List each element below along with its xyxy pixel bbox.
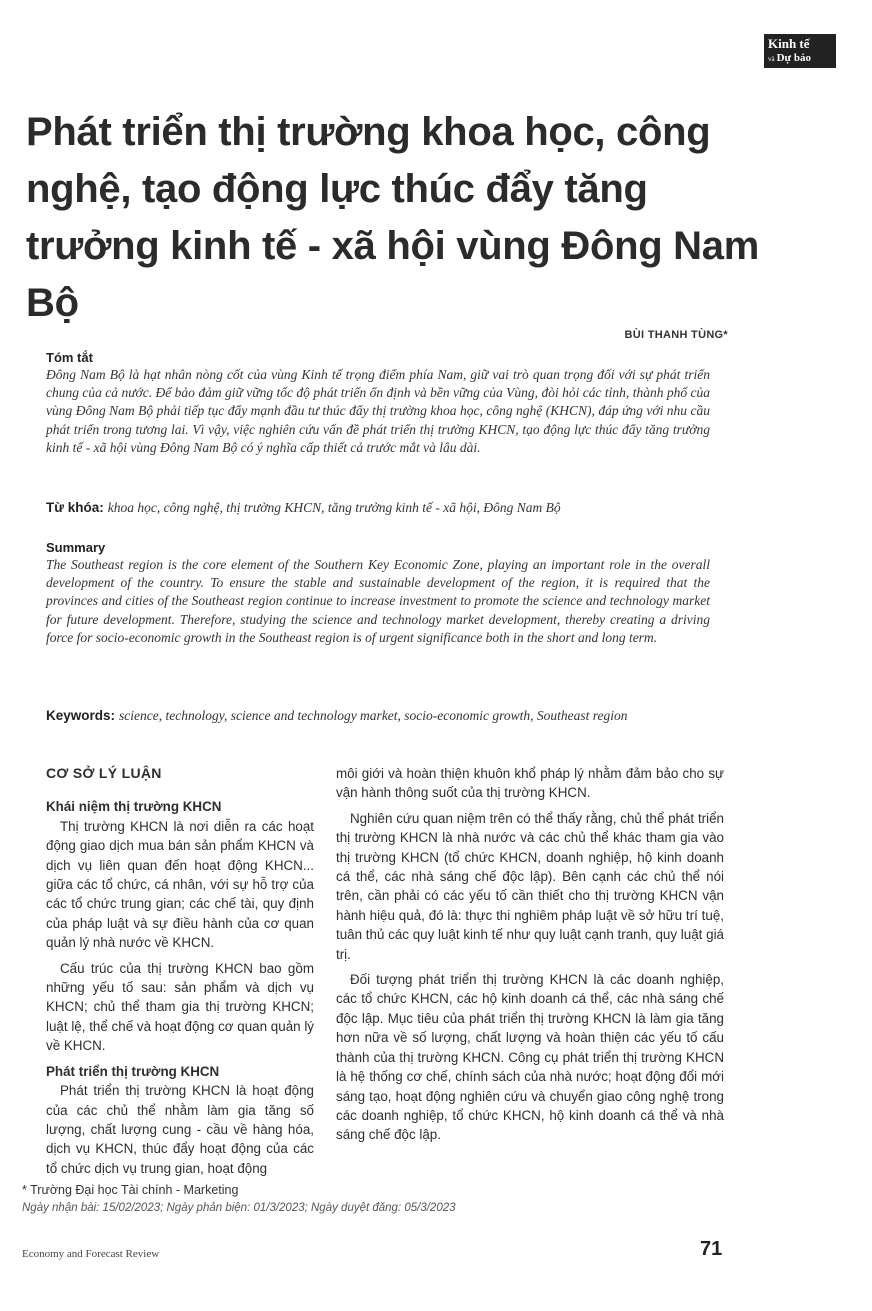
logo-line-2 [768, 51, 832, 66]
logo-line-1: Kinh tế [768, 36, 810, 51]
body-column-left [46, 764, 314, 1184]
footnote-affiliation: * Trường Đại học Tài chính - Marketing [22, 1183, 239, 1197]
footnote-dates: Ngày nhận bài: 15/02/2023; Ngày phản biện: 01/3/2023; Ngày duyệt đăng: 05/3/2023 [22, 1202, 456, 1214]
journal-logo [764, 34, 836, 68]
abstract-vi-text: Đông Nam Bộ là hạt nhân nòng cốt của vùng Kinh tế trọng điểm phía Nam, giữ vai trò quan trọng đối với sự phát triển chung của cả nước. Để bảo đảm giữ vững tốc độ phát triển ổn định và bền vững của Vùng, đòi hỏi các tỉnh, thành phố của vùng Đông Nam Bộ phải tiếp tục đẩy mạnh đầu tư thúc đẩy thị trường khoa học, công nghệ (KHCN), đáp ứng với nhu cầu phát triển trong tương lai. Vì vậy, việc nghiên cứu vấn đề phát triển thị trường KHCN, tạo động lực thúc đẩy tăng trưởng kinh tế - xã hội vùng Đông Nam Bộ có ý nghĩa cấp thiết cả trước mắt và lâu dài. [46, 367, 710, 455]
abstract-english [46, 539, 710, 647]
footnote [22, 1181, 722, 1217]
abstract-en-text: The Southeast region is the core element of the Southern Key Economic Zone, playing an important role in the overall development of the country. To ensure the stable and sustainable development of the region, it is required that the provinces and cities of the Southeast region continue to increase investment to promote the science and technology market for future development. Therefore, studying the science and technology market development, thereby creating a driving force for socio-economic growth in the Southeast region is of urgent significance both in the short and long term. [46, 557, 710, 645]
author-name: BÙI THANH TÙNG* [624, 329, 728, 341]
abstract-en-heading: Summary [46, 540, 106, 555]
abstract-vietnamese [46, 349, 710, 457]
paragraph-structure: Cấu trúc của thị trường KHCN bao gồm những yếu tố sau: sản phẩm và dịch vụ KHCN; chủ thể tham gia thị trường KHCN; luật lệ, thể chế và hoạt động cơ quan quản lý về KHCN. [46, 960, 314, 1054]
subheading-development: Phát triển thị trường KHCN [46, 1063, 220, 1079]
logo-line-2-small: và [768, 55, 775, 63]
keywords-en-text: science, technology, science and technology market, socio-economic growth, Southeast region [119, 708, 628, 723]
body-column-right [336, 764, 724, 1151]
footer-journal-name: Economy and Forecast Review [22, 1248, 160, 1260]
paragraph-subjects: Nghiên cứu quan niệm trên có thể thấy rằng, chủ thể phát triển thị trường KHCN là nhà nước và các chủ thể khác tham gia vào thị trường KHCN (tổ chức KHCN, doanh nghiệp, hộ kinh doanh cá thể, các nhà sáng chế độc lập). Bên cạnh các chủ thể nói trên, cần phải có các yếu tố cần thiết cho thị trường KHCN vận hành hiệu quả, đó là: thực thi nghiêm pháp luật về sở hữu trí tuệ, tuân thủ các quy luật kinh tế như quy luật cạnh tranh, quy luật giá trị. [336, 810, 724, 962]
keywords-vi-text: khoa học, công nghệ, thị trường KHCN, tăng trưởng kinh tế - xã hội, Đông Nam Bộ [107, 500, 561, 515]
logo-line-2-text: Dự báo [776, 52, 812, 64]
article-title: Phát triển thị trường khoa học, công nghệ, tạo động lực thúc đẩy tăng trưởng kinh tế - xã hội vùng Đông Nam Bộ [26, 110, 759, 325]
keywords-vietnamese [46, 498, 710, 517]
keywords-english [46, 706, 710, 725]
keywords-en-label: Keywords: [46, 708, 116, 723]
paragraph-objectives: Đối tượng phát triển thị trường KHCN là các doanh nghiệp, các tổ chức KHCN, các hộ kinh doanh cá thể, các nhà sáng chế độc lập. Mục tiêu của phát triển thị trường KHCN là làm gia tăng hơn nữa về số lượng, chất lượng và hoàn thiện các yếu tố cấu thành của thị trường KHCN. Công cụ phát triển thị trường KHCN là hệ thống cơ chế, chính sách của nhà nước; hoạt động đổi mới sáng tạo, hoạt động nghiên cứu và chuyển giao công nghệ trong các doanh nghiệp, tổ chức KHCN, hộ kinh doanh cá thể và nhà sáng chế độc lập. [336, 972, 724, 1143]
keywords-vi-label: Từ khóa: [46, 500, 104, 515]
section-heading: CƠ SỞ LÝ LUẬN [46, 765, 162, 781]
paragraph-development: Phát triển thị trường KHCN là hoạt động của các chủ thể nhằm làm gia tăng số lượng, chất lượng cung - cầu về hàng hóa, dịch vụ KHCN, thúc đẩy hoạt động của các tổ chức dịch vụ trung gian, hoạt động [46, 1083, 314, 1176]
paragraph-continuation: môi giới và hoàn thiện khuôn khổ pháp lý nhằm đảm bảo cho sự vận hành thông suốt của thị trường KHCN. [336, 766, 724, 801]
abstract-vi-heading: Tóm tắt [46, 350, 93, 365]
page-number: 71 [700, 1238, 723, 1260]
paragraph-concept: Thị trường KHCN là nơi diễn ra các hoạt động giao dịch mua bán sản phẩm KHCN và dịch vụ liên quan đến hoạt động KHCN... giữa các tổ chức, cá nhân, với sự hỗ trợ của các tổ chức trung gian; các chế tài, quy định của pháp luật và sự điều hành của cơ quan quản lý nhà nước về KHCN. [46, 818, 314, 951]
subheading-concept: Khái niệm thị trường KHCN [46, 799, 222, 815]
